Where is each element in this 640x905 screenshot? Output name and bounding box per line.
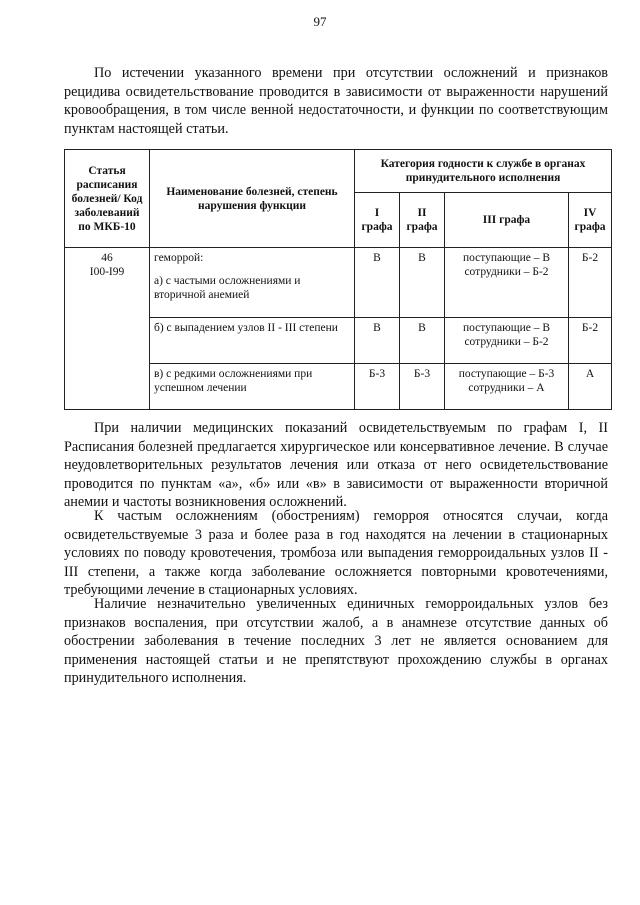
header-category: Категория годности к службе в органах принудительного исполнения	[355, 150, 612, 193]
body-paragraph-treatment: При наличии медицинских показаний освидетельствуемым по графам I, II Расписания болезней предлагается хирургическое или консервативное лечение. В случае неудовлетворительных результатов лечения или отказа от него освидетельствование проводится по пунктам «а», «б» или «в» в зависимости от выраженности вторичной анемии и частоты возникновения осложнений.	[64, 420, 608, 510]
header-name: Наименование болезней, степень нарушения функции	[150, 150, 355, 248]
row-a-col1: В	[355, 248, 400, 318]
header-col1: I графа	[355, 193, 400, 248]
row-c-col1: Б-3	[355, 364, 400, 410]
header-col2: II графа	[400, 193, 445, 248]
row-a-name: а) с частыми осложнениями и вторичной анемией	[154, 275, 301, 301]
table-header-row	[65, 150, 612, 193]
row-c-name: в) с редкими осложнениями при успешном лечении	[150, 364, 355, 410]
header-col3: III графа	[445, 193, 569, 248]
row-a-col2: В	[400, 248, 445, 318]
disease-title: геморрой:	[154, 252, 204, 264]
row-b-col3-line2: сотрудники – Б-2	[464, 336, 549, 348]
header-col4: IV графа	[569, 193, 612, 248]
disease-schedule-table	[64, 149, 612, 410]
row-c-col2: Б-3	[400, 364, 445, 410]
row-a-name-cell	[150, 248, 355, 318]
row-c-col3-line2: сотрудники – А	[468, 382, 545, 394]
row-c-col4: А	[569, 364, 612, 410]
article-cell	[65, 248, 150, 410]
row-b-col4: Б-2	[569, 318, 612, 364]
row-b-name: б) с выпадением узлов II - III степени	[150, 318, 355, 364]
row-a-col3-line1: поступающие – В	[462, 252, 551, 264]
table-row	[65, 248, 612, 318]
intro-paragraph: По истечении указанного времени при отсутствии осложнений и признаков рецидива освидетельствование проводится в зависимости от выраженности нарушений кровообращения, в том числе венной недостаточности, и функции по соответствующим пунктам настоящей статьи.	[64, 65, 608, 137]
row-a-col4: Б-2	[569, 248, 612, 318]
body-paragraph-complications: К частым осложнениям (обострениям) геморроя относятся случаи, когда освидетельствуемые 3 раза и более раза в год находятся на лечении в стационарных условиях по поводу кровотечения, тромбоза или выпадения геморроидальных узлов II - III степени, а также когда заболевание осложняется повторными кровотечениями, требующими лечение в стационарных условиях.	[64, 508, 608, 598]
row-b-col2: В	[400, 318, 445, 364]
row-c-col3	[445, 364, 569, 410]
row-b-col3-line1: поступающие – В	[462, 322, 551, 334]
row-c-col3-line1: поступающие – Б-3	[458, 368, 555, 380]
body-paragraph-exclusion: Наличие незначительно увеличенных единичных геморроидальных узлов без признаков воспаления, при отсутствии жалоб, а в анамнезе отсутствие данных об обострении заболевания в течение последних 3 лет не является основанием для применения настоящей статьи и не препятствуют прохождению службы в органах принудительного исполнения.	[64, 596, 608, 686]
header-article: Статья расписания болезней/ Код заболеваний по МКБ-10	[65, 150, 150, 248]
article-number: 46	[101, 252, 113, 264]
row-a-col3	[445, 248, 569, 318]
page-number: 97	[313, 14, 327, 29]
article-code: I00-I99	[89, 266, 125, 278]
row-a-col3-line2: сотрудники – Б-2	[464, 266, 549, 278]
row-b-col1: В	[355, 318, 400, 364]
row-b-col3	[445, 318, 569, 364]
